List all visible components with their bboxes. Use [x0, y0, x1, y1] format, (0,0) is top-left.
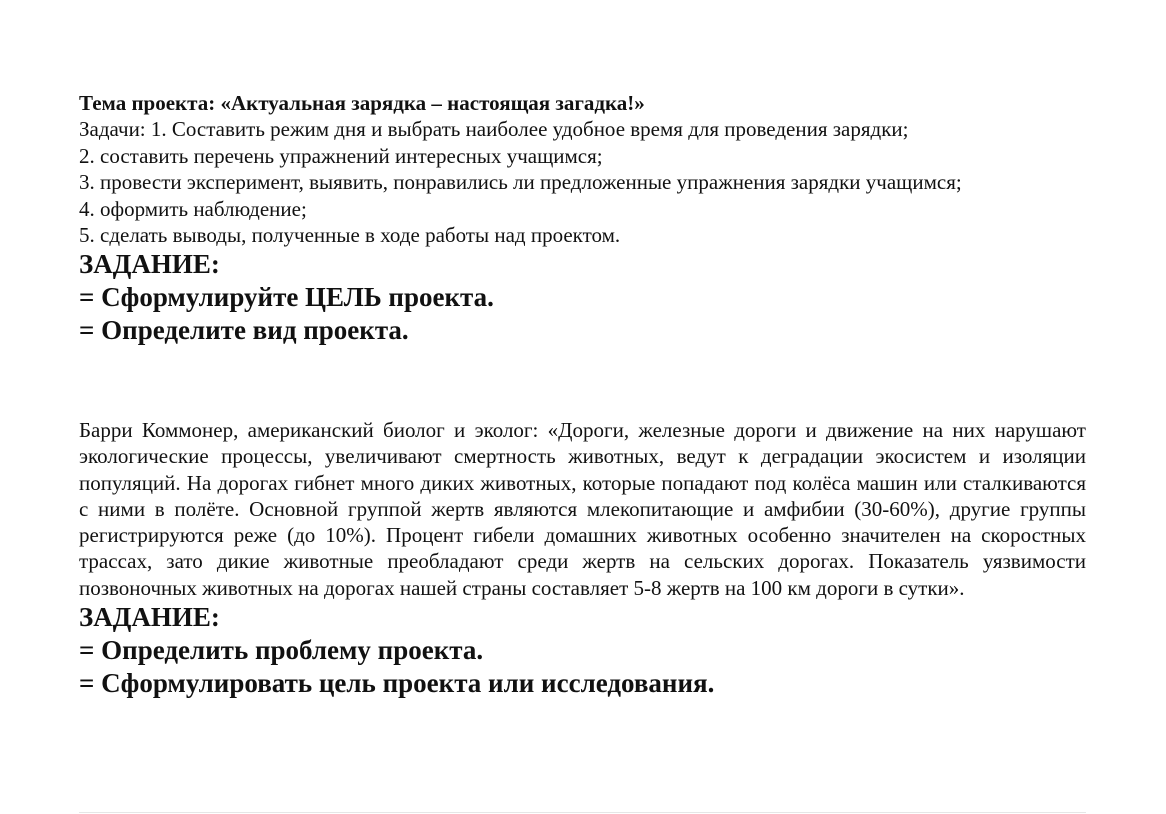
quote-paragraph: Барри Коммонер, американский биолог и эколог: «Дороги, железные дороги и движение на них нарушают экологические процессы, увеличивают смертность животных, ведут к деградации экосистем и изоляции популяций. На дорогах гибнет много диких животных, которые попадают под колёса машин или сталкиваются с ними в полёте. Основной группой жертв являются млекопитающие и амфибии (30-60%), другие группы регистрируются реже (до 10%). Процент гибели домашних животных особенно значителен на скоростных трассах, зато дикие животные преобладают среди жертв на сельских дорогах. Показатель уязвимости позвоночных животных на дорогах нашей страны составляет 5-8 жертв на 100 км дороги в сутки».: [79, 418, 1086, 600]
task-line-1: Задачи: 1. Составить режим дня и выбрать наиболее удобное время для проведения зарядки;: [79, 117, 909, 142]
task-line-4: 4. оформить наблюдение;: [79, 196, 307, 221]
commoner-quote-block: [79, 417, 1086, 700]
project-title: Тема проекта: «Актуальная зарядка – настоящая загадка!»: [79, 91, 645, 115]
assignment-item-1: = Сформулируйте ЦЕЛЬ проекта.: [79, 282, 494, 313]
task-line-2: 2. составить перечень упражнений интересных учащимся;: [79, 143, 603, 168]
page-divider: [79, 812, 1086, 813]
task-line-3: 3. провести эксперимент, выявить, понравились ли предложенные упражнения зарядки учащимся;: [79, 170, 962, 195]
project-topic-block: [79, 90, 1086, 347]
assignment-item-2: = Определите вид проекта.: [79, 315, 409, 346]
assignment-heading: ЗАДАНИЕ:: [79, 249, 220, 280]
assignment-item-4: = Сформулировать цель проекта или исследования.: [79, 668, 715, 699]
task-line-5: 5. сделать выводы, полученные в ходе работы над проектом.: [79, 223, 621, 248]
assignment-heading-2: ЗАДАНИЕ:: [79, 602, 220, 633]
assignment-item-3: = Определить проблему проекта.: [79, 635, 484, 666]
